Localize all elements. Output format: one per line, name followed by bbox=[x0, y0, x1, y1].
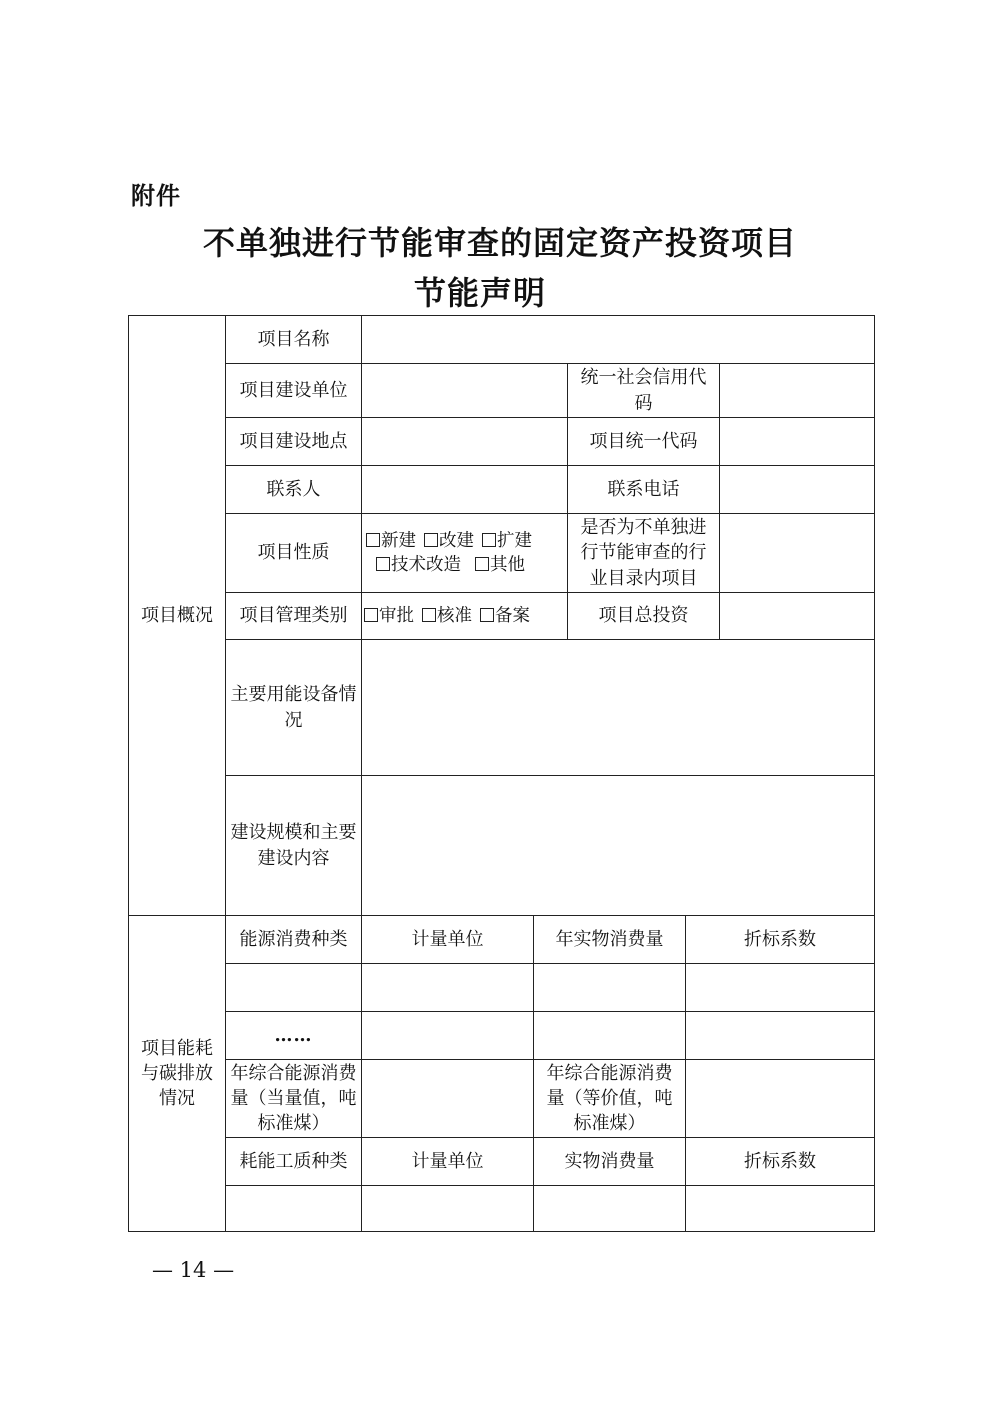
medium-type-cell[interactable] bbox=[226, 1186, 362, 1232]
contact-person-label: 联系人 bbox=[226, 466, 362, 514]
annual-quantity-header: 年实物消费量 bbox=[534, 916, 686, 964]
table-row bbox=[129, 964, 875, 1012]
total-investment-field[interactable] bbox=[720, 593, 875, 640]
checkbox-icon[interactable] bbox=[480, 608, 494, 622]
document-subtitle: 节能声明 bbox=[413, 274, 546, 312]
medium-quantity-cell[interactable] bbox=[534, 1186, 686, 1232]
project-nature-options bbox=[362, 514, 568, 593]
in-catalog-label: 是否为不单独进行节能审查的行业目录内项目 bbox=[568, 514, 720, 593]
main-equipment-label: 主要用能设备情况 bbox=[226, 640, 362, 776]
page-number: — 14 — bbox=[152, 1258, 235, 1282]
in-catalog-field[interactable] bbox=[720, 514, 875, 593]
project-nature-label: 项目性质 bbox=[226, 514, 362, 593]
credit-code-field[interactable] bbox=[720, 364, 875, 418]
contact-phone-field[interactable] bbox=[720, 466, 875, 514]
option-new-build[interactable]: 新建 bbox=[366, 531, 416, 551]
checkbox-icon[interactable] bbox=[475, 557, 489, 571]
conversion-factor-cell[interactable] bbox=[686, 1012, 875, 1060]
unit-cell[interactable] bbox=[362, 964, 534, 1012]
scale-content-label: 建设规模和主要建设内容 bbox=[226, 776, 362, 916]
main-equipment-field[interactable] bbox=[362, 640, 875, 776]
energy-declaration-form bbox=[128, 315, 875, 1232]
unit-cell[interactable] bbox=[362, 1012, 534, 1060]
unified-code-field[interactable] bbox=[720, 418, 875, 466]
management-category-options bbox=[362, 593, 568, 640]
contact-person-field[interactable] bbox=[362, 466, 568, 514]
total-investment-label: 项目总投资 bbox=[568, 593, 720, 640]
option-expand[interactable]: 扩建 bbox=[482, 531, 532, 551]
checkbox-icon[interactable] bbox=[376, 557, 390, 571]
annual-quantity-cell[interactable] bbox=[534, 964, 686, 1012]
conversion-factor-header: 折标系数 bbox=[686, 916, 875, 964]
management-category-label: 项目管理类别 bbox=[226, 593, 362, 640]
medium-factor-cell[interactable] bbox=[686, 1186, 875, 1232]
construction-site-field[interactable] bbox=[362, 418, 568, 466]
medium-quantity-header: 实物消费量 bbox=[534, 1138, 686, 1186]
checkbox-icon[interactable] bbox=[366, 533, 380, 547]
checkbox-icon[interactable] bbox=[422, 608, 436, 622]
unified-code-label: 项目统一代码 bbox=[568, 418, 720, 466]
table-row bbox=[129, 1012, 875, 1060]
annual-equivalent-label: 年综合能源消费量（当量值，吨标准煤） bbox=[226, 1060, 362, 1138]
option-tech-upgrade[interactable]: 技术改造 bbox=[376, 555, 461, 575]
medium-unit-header: 计量单位 bbox=[362, 1138, 534, 1186]
project-name-label: 项目名称 bbox=[226, 316, 362, 364]
document-title: 不单独进行节能审查的固定资产投资项目 bbox=[202, 224, 797, 262]
scale-content-field[interactable] bbox=[362, 776, 875, 916]
option-filing[interactable]: 备案 bbox=[480, 606, 530, 626]
construction-site-label: 项目建设地点 bbox=[226, 418, 362, 466]
annual-equivalent-field[interactable] bbox=[362, 1060, 534, 1138]
option-other[interactable]: 其他 bbox=[475, 555, 525, 575]
ellipsis-cell[interactable]: …… bbox=[226, 1012, 362, 1060]
section-energy-label: 项目能耗与碳排放情况 bbox=[129, 916, 226, 1232]
option-approval[interactable]: 审批 bbox=[364, 606, 414, 626]
medium-type-header: 耗能工质种类 bbox=[226, 1138, 362, 1186]
checkbox-icon[interactable] bbox=[364, 608, 378, 622]
attachment-label: 附件 bbox=[131, 182, 181, 210]
medium-unit-cell[interactable] bbox=[362, 1186, 534, 1232]
medium-factor-header: 折标系数 bbox=[686, 1138, 875, 1186]
energy-type-header: 能源消费种类 bbox=[226, 916, 362, 964]
credit-code-label: 统一社会信用代码 bbox=[568, 364, 720, 418]
checkbox-icon[interactable] bbox=[482, 533, 496, 547]
project-name-field[interactable] bbox=[362, 316, 875, 364]
checkbox-icon[interactable] bbox=[424, 533, 438, 547]
section-overview-label: 项目概况 bbox=[129, 316, 226, 916]
annual-equal-price-label: 年综合能源消费量（等价值，吨标准煤） bbox=[534, 1060, 686, 1138]
annual-quantity-cell[interactable] bbox=[534, 1012, 686, 1060]
annual-equal-price-field[interactable] bbox=[686, 1060, 875, 1138]
option-verification[interactable]: 核准 bbox=[422, 606, 472, 626]
unit-header: 计量单位 bbox=[362, 916, 534, 964]
contact-phone-label: 联系电话 bbox=[568, 466, 720, 514]
construction-unit-label: 项目建设单位 bbox=[226, 364, 362, 418]
energy-type-cell[interactable] bbox=[226, 964, 362, 1012]
conversion-factor-cell[interactable] bbox=[686, 964, 875, 1012]
option-rebuild[interactable]: 改建 bbox=[424, 531, 474, 551]
construction-unit-field[interactable] bbox=[362, 364, 568, 418]
table-row bbox=[129, 1186, 875, 1232]
